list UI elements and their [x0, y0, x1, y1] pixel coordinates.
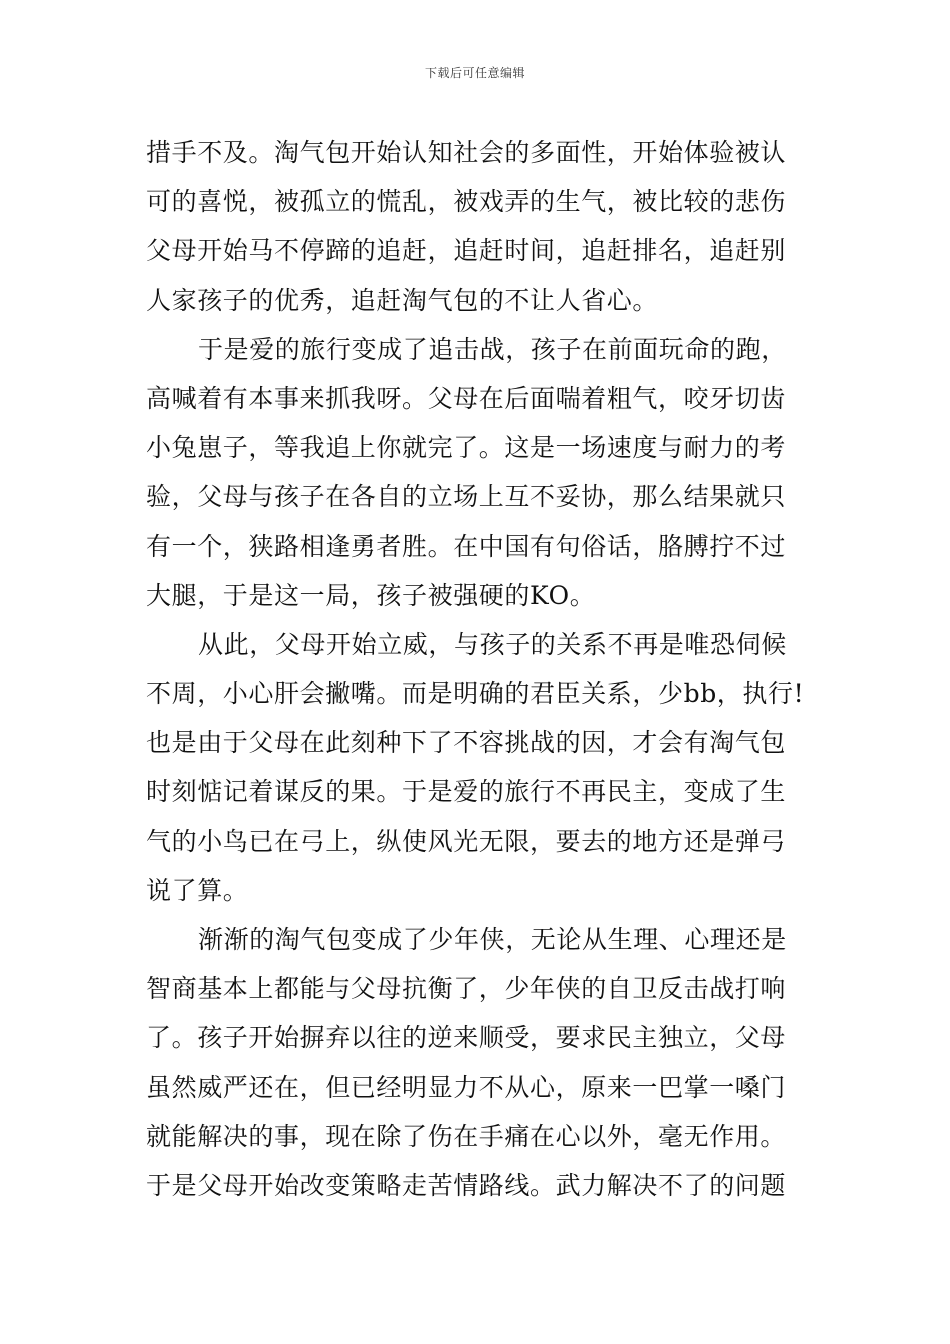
text-line: 就能解决的事，现在除了伤在手痛在心以外，毫无作用。	[146, 1121, 787, 1151]
text-line: 大腿，于是这一局，孩子被强硬的KO。	[146, 580, 596, 610]
text-line: 气的小鸟已在弓上，纵使风光无限，要去的地方还是弹弓	[146, 826, 787, 856]
text-line: 从此，父母开始立威，与孩子的关系不再是唯恐伺候	[198, 629, 787, 659]
text-line: 可的喜悦，被孤立的慌乱，被戏弄的生气，被比较的悲伤	[146, 187, 787, 217]
text-line: 说了算。	[146, 875, 249, 905]
text-line: 于是父母开始改变策略走苦情路线。武力解决不了的问题	[146, 1170, 787, 1200]
text-line: 渐渐的淘气包变成了少年侠，无论从生理、心理还是	[198, 925, 787, 954]
text-line: 措手不及。淘气包开始认知社会的多面性，开始体验被认	[146, 138, 787, 167]
page-header: 下载后可任意编辑	[424, 66, 525, 80]
text-line: 时刻惦记着谋反的果。于是爱的旅行不再民主，变成了生	[146, 777, 787, 807]
text-line: 也是由于父母在此刻种下了不容挑战的因，才会有淘气包	[146, 728, 787, 758]
paragraph-1	[146, 128, 806, 325]
text-line: 不周，小心肝会撇嘴。而是明确的君臣关系，少bb，执行!	[146, 679, 805, 709]
text-line: 验，父母与孩子在各自的立场上互不妥协，那么结果就只	[146, 482, 787, 512]
text-line: 高喊着有本事来抓我呀。父母在后面喘着粗气，咬牙切齿	[146, 383, 787, 413]
paragraph-4	[146, 915, 806, 1210]
text-line: 人家孩子的优秀，追赶淘气包的不让人省心。	[146, 285, 659, 315]
text-line: 有一个，狭路相逢勇者胜。在中国有句俗话，胳膊拧不过	[146, 531, 787, 561]
document-body	[146, 128, 806, 1210]
paragraph-3	[146, 620, 806, 915]
text-line: 于是爱的旅行变成了追击战，孩子在前面玩命的跑，	[198, 334, 787, 364]
text-line: 小兔崽子，等我追上你就完了。这是一场速度与耐力的考	[146, 433, 787, 463]
text-line: 父母开始马不停蹄的追赶，追赶时间，追赶排名，追赶别	[146, 236, 787, 266]
text-line: 智商基本上都能与父母抗衡了，少年侠的自卫反击战打响	[146, 974, 787, 1004]
paragraph-2	[146, 325, 806, 620]
text-line: 了。孩子开始摒弃以往的逆来顺受，要求民主独立，父母	[146, 1023, 787, 1053]
text-line: 虽然威严还在，但已经明显力不从心，原来一巴掌一嗓门	[146, 1072, 787, 1102]
